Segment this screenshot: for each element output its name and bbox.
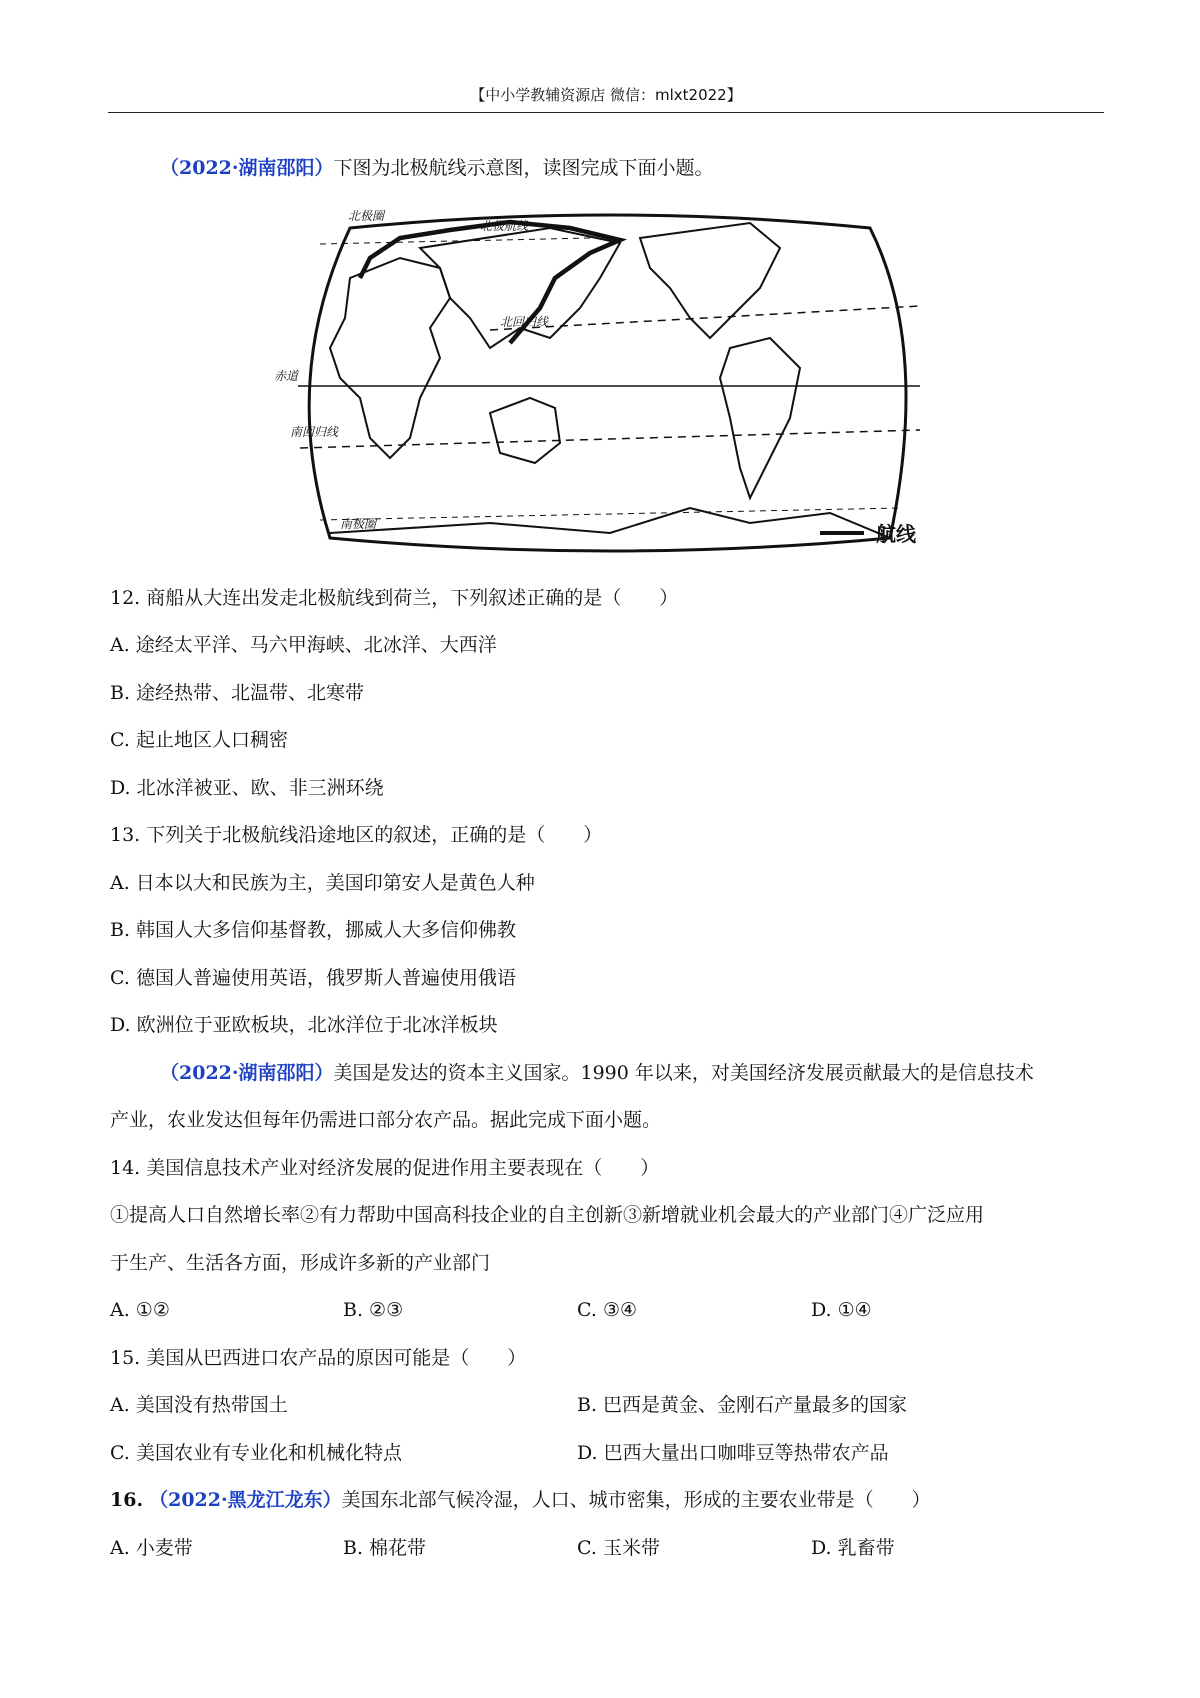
map-legend <box>820 518 916 547</box>
label-arctic-route: 北极航线 <box>480 219 529 233</box>
intro-1-text: 下图为北极航线示意图，读图完成下面小题。 <box>333 157 714 179</box>
question-13-option-c[interactable]: C. 德国人普遍使用英语，俄罗斯人普遍使用俄语 <box>110 967 516 989</box>
question-15-option-b[interactable]: B. 巴西是黄金、金刚石产量最多的国家 <box>577 1394 908 1416</box>
question-14-option-d[interactable]: D. ①④ <box>811 1299 872 1321</box>
page-header: 【中小学教辅资源店 微信：mlxt2022】 <box>470 86 742 104</box>
label-antarctic-circle: 南极圈 <box>340 517 377 531</box>
question-12-stem: 12. 商船从大连出发走北极航线到荷兰，下列叙述正确的是（ ） <box>110 587 679 609</box>
question-14-stem: 14. 美国信息技术产业对经济发展的促进作用主要表现在（ ） <box>110 1157 660 1179</box>
question-16-option-a[interactable]: A. 小麦带 <box>110 1537 193 1559</box>
question-13-option-b[interactable]: B. 韩国人大多信仰基督教，挪威人大多信仰佛教 <box>110 919 517 941</box>
question-15-stem: 15. 美国从巴西进口农产品的原因可能是（ ） <box>110 1347 527 1369</box>
question-14-option-b[interactable]: B. ②③ <box>343 1299 404 1321</box>
question-13-stem: 13. 下列关于北极航线沿途地区的叙述，正确的是（ ） <box>110 824 603 846</box>
world-map-figure <box>274 208 930 558</box>
question-13-option-a[interactable]: A. 日本以大和民族为主，美国印第安人是黄色人种 <box>110 872 535 894</box>
question-15-option-c[interactable]: C. 美国农业有专业化和机械化特点 <box>110 1442 402 1464</box>
intro-1 <box>160 156 714 180</box>
question-12-option-a[interactable]: A. 途经太平洋、马六甲海峡、北冰洋、大西洋 <box>110 634 497 656</box>
label-tropic-capricorn: 南回归线 <box>290 425 339 439</box>
question-15-option-a[interactable]: A. 美国没有热带国土 <box>110 1394 288 1416</box>
question-14-statements-line-1: ①提高人口自然增长率②有力帮助中国高科技企业的自主创新③新增就业机会最大的产业部门④广泛应用 <box>110 1204 985 1226</box>
legend-route-label: 航线 <box>876 522 916 546</box>
arctic-route-map <box>274 208 930 558</box>
label-equator: 赤道 <box>274 369 299 383</box>
intro-2-line-2: 产业，农业发达但每年仍需进口部分农产品。据此完成下面小题。 <box>110 1109 662 1131</box>
intro-2-line-1 <box>160 1061 1034 1085</box>
question-16-option-b[interactable]: B. 棉花带 <box>343 1537 427 1559</box>
question-12-option-c[interactable]: C. 起止地区人口稠密 <box>110 729 288 751</box>
question-16-option-c[interactable]: C. 玉米带 <box>577 1537 660 1559</box>
question-16-number: 16. <box>110 1489 144 1511</box>
question-12-option-d[interactable]: D. 北冰洋被亚、欧、非三洲环绕 <box>110 777 384 799</box>
question-14-option-c[interactable]: C. ③④ <box>577 1299 638 1321</box>
legend-route-swatch <box>820 531 864 535</box>
label-tropic-cancer: 北回归线 <box>500 315 549 329</box>
question-16-option-d[interactable]: D. 乳畜带 <box>811 1537 895 1559</box>
question-16-stem <box>110 1488 931 1512</box>
question-12-option-b[interactable]: B. 途经热带、北温带、北寒带 <box>110 682 365 704</box>
label-arctic-circle: 北极圈 <box>348 209 385 223</box>
question-13-option-d[interactable]: D. 欧洲位于亚欧板块，北冰洋位于北冰洋板块 <box>110 1014 498 1036</box>
question-16-text: 美国东北部气候冷湿，人口、城市密集，形成的主要农业带是（ ） <box>341 1489 931 1511</box>
intro-2-text-1: 美国是发达的资本主义国家。1990 年以来，对美国经济发展贡献最大的是信息技术 <box>333 1062 1034 1084</box>
intro-2-source: （2022·湖南邵阳） <box>160 1062 334 1084</box>
question-15-option-d[interactable]: D. 巴西大量出口咖啡豆等热带农产品 <box>577 1442 889 1464</box>
question-14-option-a[interactable]: A. ①② <box>110 1299 170 1321</box>
question-16-source: （2022·黑龙江龙东） <box>149 1489 342 1511</box>
intro-1-source: （2022·湖南邵阳） <box>160 157 334 179</box>
header-rule <box>108 112 1104 113</box>
question-14-statements-line-2: 于生产、生活各方面，形成许多新的产业部门 <box>110 1252 491 1274</box>
